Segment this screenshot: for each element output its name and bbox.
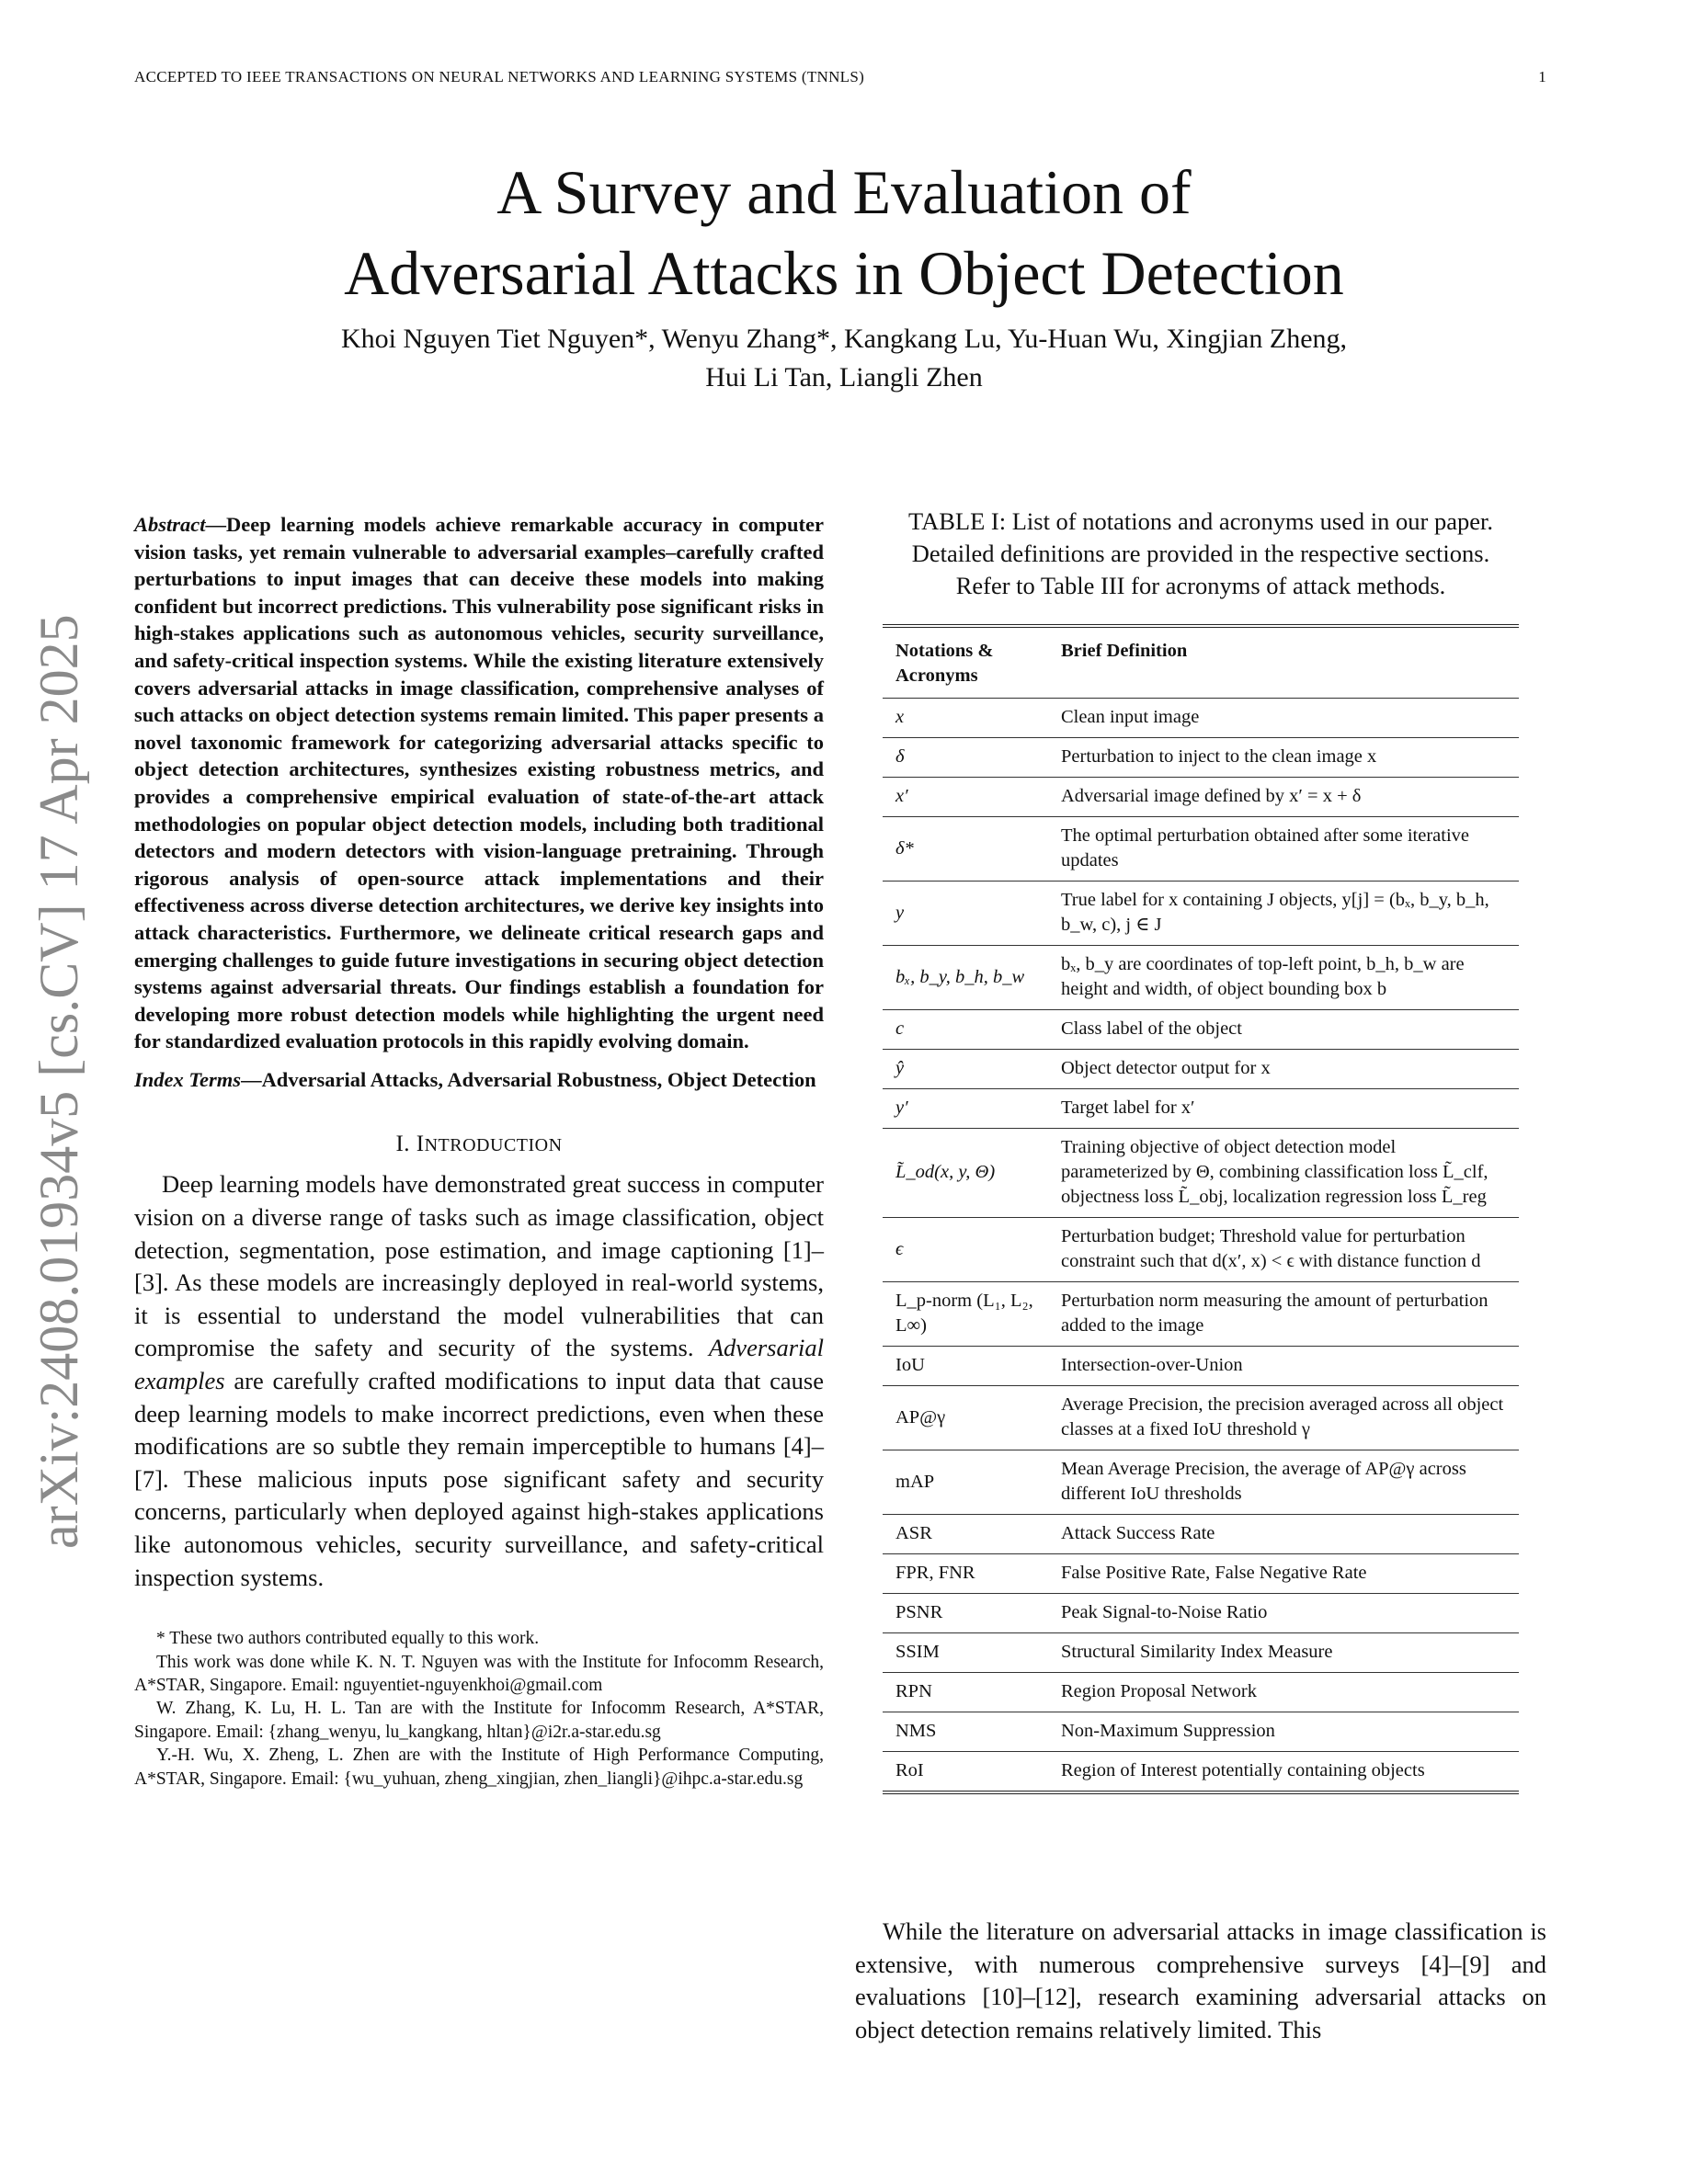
footnote: This work was done while K. N. T. Nguyen was with the Institute for Infocomm Research, A*STAR, Singapore. Email: nguyentiet-nguyenkhoi@gmail.com bbox=[134, 1652, 824, 1695]
table-row bbox=[883, 1673, 1519, 1712]
table-cell-definition: Adversarial image defined by x′ = x + δ bbox=[1048, 778, 1519, 817]
abstract bbox=[134, 511, 824, 1055]
table-cell-definition: False Positive Rate, False Negative Rate bbox=[1048, 1554, 1519, 1594]
table-cell-definition: Class label of the object bbox=[1048, 1010, 1519, 1050]
table-row bbox=[883, 1386, 1519, 1450]
authors-line-1: Khoi Nguyen Tiet Nguyen*, Wenyu Zhang*, Kangkang Lu, Yu-Huan Wu, Xingjian Zheng, bbox=[340, 324, 1348, 354]
table-row bbox=[883, 817, 1519, 882]
table-cell-notation: ASR bbox=[883, 1515, 1048, 1554]
table-cell-definition: Intersection-over-Union bbox=[1048, 1347, 1519, 1386]
table-cell-notation: δ bbox=[883, 738, 1048, 778]
table-cell-notation: IoU bbox=[883, 1347, 1048, 1386]
index-terms-label: Index Terms bbox=[134, 1067, 242, 1091]
section-heading-introduction: I. INTRODUCTION bbox=[395, 1132, 563, 1157]
table-row bbox=[883, 1218, 1519, 1282]
table-cell-definition: The optimal perturbation obtained after some iterative updates bbox=[1048, 817, 1519, 882]
table-cell-definition: Perturbation budget; Threshold value for perturbation constraint such that d(x′, x) < ϵ with distance function d bbox=[1048, 1218, 1519, 1282]
table-row bbox=[883, 1515, 1519, 1554]
table-row bbox=[883, 1752, 1519, 1793]
table-cell-notation: L̃_od(x, y, Θ) bbox=[883, 1129, 1048, 1218]
table-cell-definition: Mean Average Precision, the average of AP@γ across different IoU thresholds bbox=[1048, 1450, 1519, 1515]
notation-table bbox=[883, 624, 1519, 1794]
table-row bbox=[883, 1129, 1519, 1218]
table-cell-definition: Perturbation norm measuring the amount of perturbation added to the image bbox=[1048, 1282, 1519, 1347]
table-row bbox=[883, 1010, 1519, 1050]
table-header-notations: Notations & Acronyms bbox=[883, 626, 1048, 699]
table-cell-definition: Region Proposal Network bbox=[1048, 1673, 1519, 1712]
table-cell-notation: L_p-norm (L₁, L₂, L∞) bbox=[883, 1282, 1048, 1347]
table-cell-definition: Object detector output for x bbox=[1048, 1050, 1519, 1089]
table-cell-definition: Region of Interest potentially containing objects bbox=[1061, 1760, 1425, 1780]
footnotes bbox=[134, 1627, 824, 1791]
table-row bbox=[883, 778, 1519, 817]
table-row bbox=[883, 1450, 1519, 1515]
table-cell-definition: Clean input image bbox=[1048, 699, 1519, 738]
table-cell-definition: True label for x containing J objects, y[j] = (bₓ, b_y, b_h, b_w, c), j ∈ J bbox=[1048, 882, 1519, 946]
table-row bbox=[883, 882, 1519, 946]
table-cell-notation: PSNR bbox=[883, 1594, 1048, 1633]
table-cell-notation: RPN bbox=[883, 1673, 1048, 1712]
table-cell-definition: Peak Signal-to-Noise Ratio bbox=[1048, 1594, 1519, 1633]
index-terms bbox=[134, 1066, 824, 1094]
table-cell-notation: SSIM bbox=[883, 1633, 1048, 1673]
right-column-paragraph: While the literature on adversarial attacks in image classification is extensive, with numerous comprehensive surveys [4]–[9] and evaluations [10]–[12], research examining adversarial attacks on object detection remains relatively limited. This bbox=[855, 1917, 1546, 2043]
intro-paragraph: Deep learning models have demonstrated great success in computer vision on a diverse range of tasks such as image classification, object detection, segmentation, pose estimation, and image captioning [1]–[3]. As these models are increasingly deployed in real-world systems, it is essential to understand the model vulnerabilities that can compromise the safety and security of the systems. Adversarial examples are carefully crafted modifications to input data that cause deep learning models to make incorrect predictions, even when these modifications are so subtle they remain imperceptible to humans [4]–[7]. These malicious inputs pose significant safety and security concerns, particularly when deployed against high-stakes applications like autonomous vehicles, security surveillance, and safety-critical inspection systems. bbox=[134, 1170, 824, 1591]
running-header bbox=[134, 68, 1546, 86]
table-cell-definition: Attack Success Rate bbox=[1048, 1515, 1519, 1554]
abstract-label: Abstract bbox=[134, 513, 206, 536]
table-caption: TABLE I: List of notations and acronyms used in our paper. Detailed definitions are provided in the respective sections. Refer to Table III for acronyms of attack methods. bbox=[908, 507, 1493, 599]
page-number: 1 bbox=[1538, 68, 1546, 85]
table-cell-definition: Average Precision, the precision averaged across all object classes at a fixed IoU threshold γ bbox=[1048, 1386, 1519, 1450]
authors-line-2: Hui Li Tan, Liangli Zhen bbox=[705, 362, 983, 392]
abstract-text: —Deep learning models achieve remarkable accuracy in computer vision tasks, yet remain vulnerable to adversarial examples–carefully crafted perturbations to input images that can deceive these models into making confident but incorrect predictions. This vulnerability pose significant risks in high-stakes applications such as autonomous vehicles, security surveillance, and safety-critical inspection systems. While the existing literature extensively covers adversarial attacks in image classification, comprehensive analyses of such attacks on object detection systems remain limited. This paper presents a novel taxonomic framework for categorizing adversarial attacks specific to object detection architectures, synthesizes existing robustness metrics, and provides a comprehensive empirical evaluation of state-of-the-art attack methodologies on popular object detection models, including both traditional detectors and modern detectors with vision-language pretraining. Through rigorous analysis of open-source attack implementations and their effectiveness across diverse detection architectures, we derive key insights into attack characteristics. Furthermore, we delineate critical research gaps and emerging challenges to guide future investigations in securing object detection systems against adversarial threats. Our findings establish a foundation for developing more robust detection models while highlighting the urgent need for standardized evaluation protocols in this rapidly evolving domain. bbox=[134, 513, 824, 1053]
table-cell-notation: x′ bbox=[883, 778, 1048, 817]
table-cell-notation: bₓ, b_y, b_h, b_w bbox=[883, 946, 1048, 1010]
table-cell-notation: ŷ bbox=[883, 1050, 1048, 1089]
table-cell-notation: δ* bbox=[883, 817, 1048, 882]
table-cell-definition: Target label for x′ bbox=[1048, 1089, 1519, 1129]
table-cell-definition: Perturbation to inject to the clean image x bbox=[1048, 738, 1519, 778]
table-cell-notation: NMS bbox=[883, 1712, 1048, 1752]
title-line-2: Adversarial Attacks in Object Detection bbox=[344, 238, 1344, 308]
table-cell-notation: c bbox=[883, 1010, 1048, 1050]
table-cell-notation: y bbox=[883, 882, 1048, 946]
table-cell-definition: Non-Maximum Suppression bbox=[1048, 1712, 1519, 1752]
table-cell-definition: bₓ, b_y are coordinates of top-left point, b_h, b_w are height and width, of object bounding box b bbox=[1048, 946, 1519, 1010]
footnote: Y.-H. Wu, X. Zheng, L. Zhen are with the Institute of High Performance Computing, A*STAR, Singapore. Email: {wu_yuhuan, zheng_xingjian, zhen_liangli}@ihpc.a-star.edu.sg bbox=[134, 1746, 824, 1789]
arxiv-identifier: arXiv:2408.01934v5 [cs.CV] 17 Apr 2025 bbox=[29, 614, 89, 1549]
footnote: W. Zhang, K. Lu, H. L. Tan are with the Institute for Infocomm Research, A*STAR, Singapore. Email: {zhang_wenyu, lu_kangkang, hltan}@i2r.a-star.edu.sg bbox=[134, 1699, 824, 1742]
table-row bbox=[883, 1594, 1519, 1633]
table-cell-definition: Training objective of object detection model parameterized by Θ, combining classification loss L̃_clf, objectness loss L̃_obj, localization regression loss L̃_reg bbox=[1048, 1129, 1519, 1218]
table-row bbox=[883, 1712, 1519, 1752]
table-cell-notation: x bbox=[883, 699, 1048, 738]
table-cell-notation: mAP bbox=[883, 1450, 1048, 1515]
paper-title bbox=[0, 152, 1688, 313]
journal-name: ACCEPTED TO IEEE TRANSACTIONS ON NEURAL NETWORKS AND LEARNING SYSTEMS (TNNLS) bbox=[134, 68, 865, 85]
author-list bbox=[0, 320, 1688, 397]
title-line-1: A Survey and Evaluation of bbox=[496, 157, 1192, 227]
table-cell-notation: FPR, FNR bbox=[883, 1554, 1048, 1594]
table-cell-notation: AP@γ bbox=[883, 1386, 1048, 1450]
table-row bbox=[883, 1050, 1519, 1089]
table-row bbox=[883, 699, 1519, 738]
table-row bbox=[883, 1347, 1519, 1386]
table-row bbox=[883, 1282, 1519, 1347]
table-cell-notation: y′ bbox=[883, 1089, 1048, 1129]
table-cell-notation: ϵ bbox=[883, 1218, 1048, 1282]
index-terms-text: —Adversarial Attacks, Adversarial Robustness, Object Detection bbox=[241, 1067, 816, 1091]
right-column bbox=[855, 506, 1546, 1794]
table-cell-definition: Structural Similarity Index Measure bbox=[1048, 1633, 1519, 1673]
table-row bbox=[883, 738, 1519, 778]
table-row bbox=[883, 946, 1519, 1010]
table-header-row bbox=[883, 626, 1519, 699]
table-row bbox=[883, 1633, 1519, 1673]
table-row bbox=[883, 1554, 1519, 1594]
footnote: * These two authors contributed equally to this work. bbox=[156, 1629, 540, 1649]
left-column bbox=[134, 511, 824, 1791]
table-row bbox=[883, 1089, 1519, 1129]
table-cell-notation: RoI bbox=[895, 1760, 924, 1780]
table-header-definition: Brief Definition bbox=[1048, 626, 1519, 699]
emphasis-term: Adversarial examples bbox=[134, 1334, 824, 1395]
